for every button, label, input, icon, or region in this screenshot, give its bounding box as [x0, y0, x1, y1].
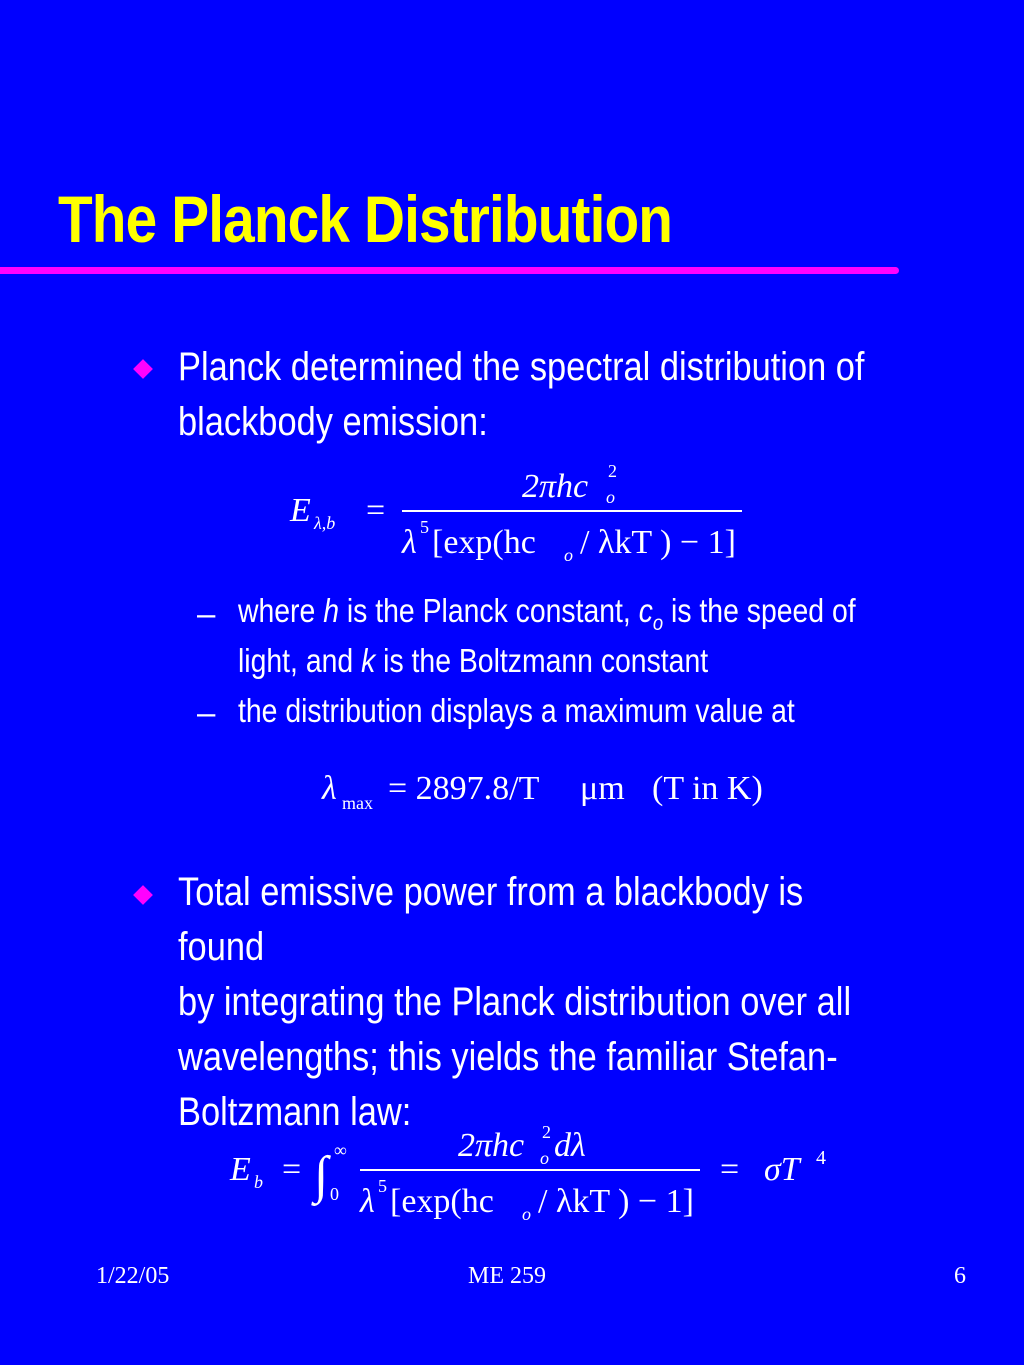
sb-den-lambda: λ	[360, 1183, 375, 1220]
sub-bullet-maximum: the distribution displays a maximum value at	[238, 692, 795, 729]
eq-numerator: 2πhc	[522, 468, 589, 505]
sb-den-body: [exp(hc	[390, 1183, 494, 1220]
sub-bullet-dash: –	[197, 694, 216, 731]
wien-note: (T in K)	[652, 770, 763, 807]
bullet-line: blackbody emission:	[178, 400, 488, 444]
wien-equation	[322, 765, 782, 820]
eq-den-sup: 5	[420, 517, 429, 537]
sb-den-sub: o	[522, 1204, 531, 1224]
eq-num-sub: o	[606, 487, 615, 507]
sub-bullet-constants	[238, 588, 926, 684]
bullet-planck-text	[178, 340, 866, 450]
bullet-line: wavelengths; this yields the familiar Stefan-	[178, 1035, 838, 1079]
text-fragment: where	[238, 592, 324, 629]
sb-lhs: E	[230, 1151, 251, 1188]
bullet-line: Total emissive power from a blackbody is found	[178, 870, 804, 969]
eq-lhs: E	[290, 492, 311, 529]
text-fragment: is the speed of	[663, 592, 856, 629]
sb-lhs-sub: b	[254, 1172, 263, 1192]
symbol-c-sub: o	[652, 610, 664, 635]
sb-lower: 0	[330, 1184, 339, 1204]
eq-den-sub: o	[564, 545, 573, 565]
footer-date: 1/22/05	[96, 1263, 170, 1289]
footer-page-number: 6	[954, 1263, 966, 1289]
sb-rhs-sup: 4	[816, 1147, 826, 1169]
sb-num-sub: o	[540, 1148, 549, 1168]
symbol-c: c	[638, 592, 653, 629]
sb-equals: =	[282, 1151, 302, 1188]
planck-equation	[290, 455, 760, 570]
sb-rhs: σT	[764, 1151, 800, 1188]
sb-integral: ∫	[314, 1147, 329, 1204]
eq-den-tail: / λkT ) − 1]	[580, 524, 736, 561]
slide-title: The Planck Distribution	[58, 182, 673, 256]
bullet-emissive-text	[178, 865, 866, 1140]
eq-den-lambda: λ	[402, 524, 417, 561]
bullet-line: Planck determined the spectral distribution of	[178, 345, 865, 389]
eq-den-body: [exp(hc	[432, 524, 536, 561]
bullet-diamond-icon	[133, 359, 153, 379]
eq-lhs-sub: λ,b	[314, 513, 336, 533]
sb-numerator: 2πhc	[458, 1127, 525, 1164]
bullet-line: Boltzmann law:	[178, 1090, 412, 1134]
sub-bullet-dash: –	[197, 595, 216, 632]
sb-den-tail: / λkT ) − 1]	[538, 1183, 694, 1220]
text-fragment: light, and	[238, 642, 362, 679]
stefan-boltzmann-equation	[230, 1120, 840, 1230]
symbol-k: k	[361, 642, 376, 679]
wien-unit: μm	[580, 770, 625, 807]
sb-den-sup: 5	[378, 1176, 387, 1196]
sb-num-sup: 2	[542, 1122, 551, 1142]
wien-rhs: = 2897.8/T	[388, 770, 540, 807]
eq-num-sup: 2	[608, 461, 617, 481]
bullet-diamond-icon	[133, 885, 153, 905]
eq-equals: =	[366, 492, 386, 529]
title-underline	[0, 267, 899, 274]
sb-upper: ∞	[334, 1140, 347, 1160]
text-fragment: is the Planck constant,	[338, 592, 639, 629]
footer-course: ME 259	[468, 1263, 546, 1289]
bullet-line: by integrating the Planck distribution over all	[178, 980, 852, 1024]
wien-lambda: λ	[322, 770, 337, 807]
sb-equals-2: =	[720, 1151, 740, 1188]
symbol-h: h	[323, 592, 339, 629]
sb-num-tail: dλ	[554, 1127, 586, 1164]
wien-sub: max	[342, 793, 373, 813]
text-fragment: is the Boltzmann constant	[375, 642, 709, 679]
